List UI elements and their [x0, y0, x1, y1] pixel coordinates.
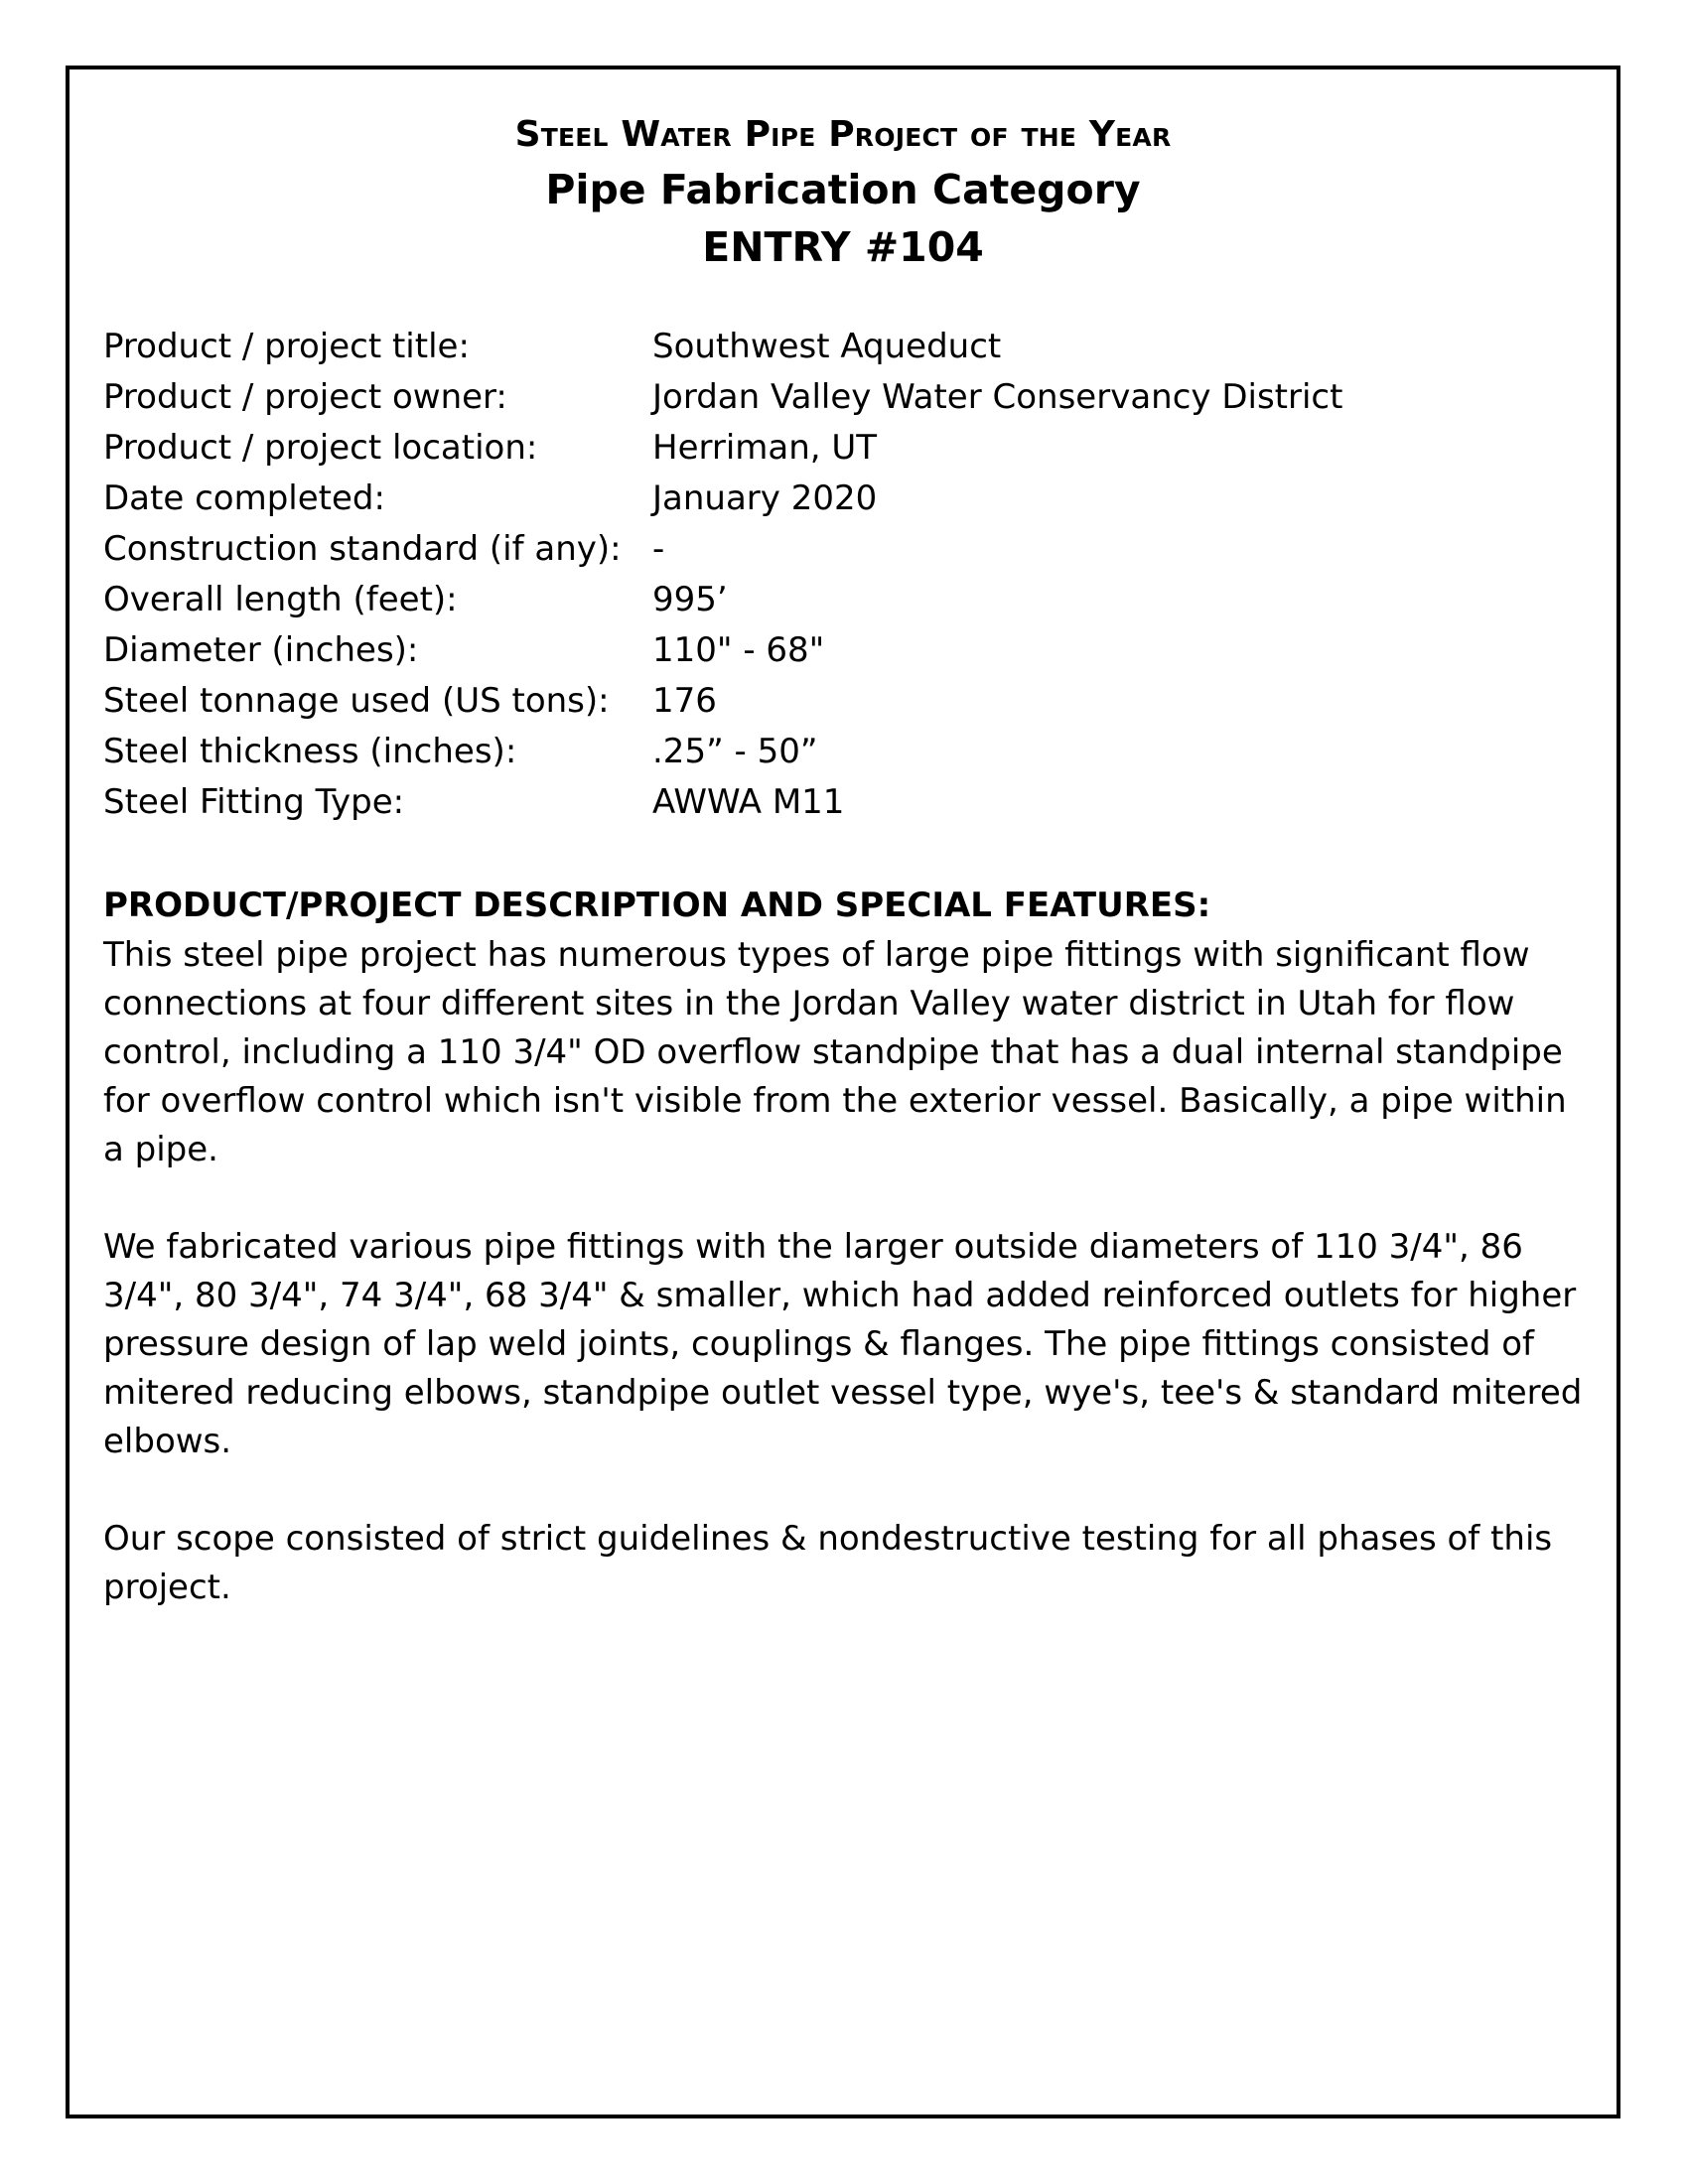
field-row-steel-tonnage — [103, 676, 1573, 727]
field-label: Diameter (inches): — [103, 630, 419, 670]
field-value: January 2020 — [652, 478, 878, 518]
field-row-diameter — [103, 625, 1573, 676]
field-label: Product / project title: — [103, 327, 470, 366]
field-row-steel-thickness — [103, 727, 1573, 777]
field-value: Jordan Valley Water Conservancy District — [652, 377, 1343, 417]
field-value: Southwest Aqueduct — [652, 327, 1002, 366]
field-label: Steel tonnage used (US tons): — [103, 681, 610, 721]
field-value: .25” - 50” — [652, 732, 818, 771]
field-label: Overall length (feet): — [103, 580, 458, 619]
field-row-construction-standard — [103, 524, 1573, 575]
field-row-date-completed — [103, 474, 1573, 524]
field-row-fitting-type — [103, 777, 1573, 828]
field-label: Product / project owner: — [103, 377, 507, 417]
entry-number: ENTRY #104 — [702, 223, 984, 271]
category-title: Pipe Fabrication Category — [545, 166, 1141, 213]
field-label: Steel thickness (inches): — [103, 732, 517, 771]
field-label: Product / project location: — [103, 428, 538, 468]
project-details — [103, 322, 1573, 828]
field-row-overall-length — [103, 575, 1573, 625]
field-value: 110" - 68" — [652, 630, 825, 670]
field-row-owner — [103, 372, 1573, 423]
field-label: Construction standard (if any): — [103, 529, 622, 569]
document-header — [70, 109, 1617, 276]
field-row-title — [103, 322, 1573, 372]
field-value: 176 — [652, 681, 717, 721]
award-title: Steel Water Pipe Project of the Year — [514, 114, 1172, 155]
field-label: Steel Fitting Type: — [103, 782, 405, 822]
field-label: Date completed: — [103, 478, 385, 518]
description-body — [103, 931, 1598, 1661]
field-value: AWWA M11 — [652, 782, 845, 822]
description-heading: PRODUCT/PROJECT DESCRIPTION AND SPECIAL FEATURES: — [103, 886, 1211, 925]
description-paragraph: Our scope consisted of strict guidelines & nondestructive testing for all phases of this project. — [103, 1519, 1553, 1607]
description-paragraph: We fabricated various pipe fittings with the larger outside diameters of 110 3/4", 86 3/4", 80 3/4", 74 3/4", 68 3/4" & smaller, which had added reinforced outlets for higher pressure design of lap weld joints, couplings & flanges. The pipe fittings consisted of mitered reducing elbows, standpipe outlet vessel type, wye's, tee's & standard mitered elbows. — [103, 1227, 1583, 1461]
description-paragraph: This steel pipe project has numerous types of large pipe fittings with significant flow connections at four different sites in the Jordan Valley water district in Utah for flow control, including a 110 3/4" OD overflow standpipe that has a dual internal standpipe for overflow control which isn't visible from the exterior vessel. Basically, a pipe within a pipe. — [103, 935, 1567, 1169]
page-border — [66, 66, 1620, 2118]
field-row-location — [103, 423, 1573, 474]
field-value: - — [652, 529, 665, 569]
field-value: Herriman, UT — [652, 428, 878, 468]
field-value: 995’ — [652, 580, 728, 619]
